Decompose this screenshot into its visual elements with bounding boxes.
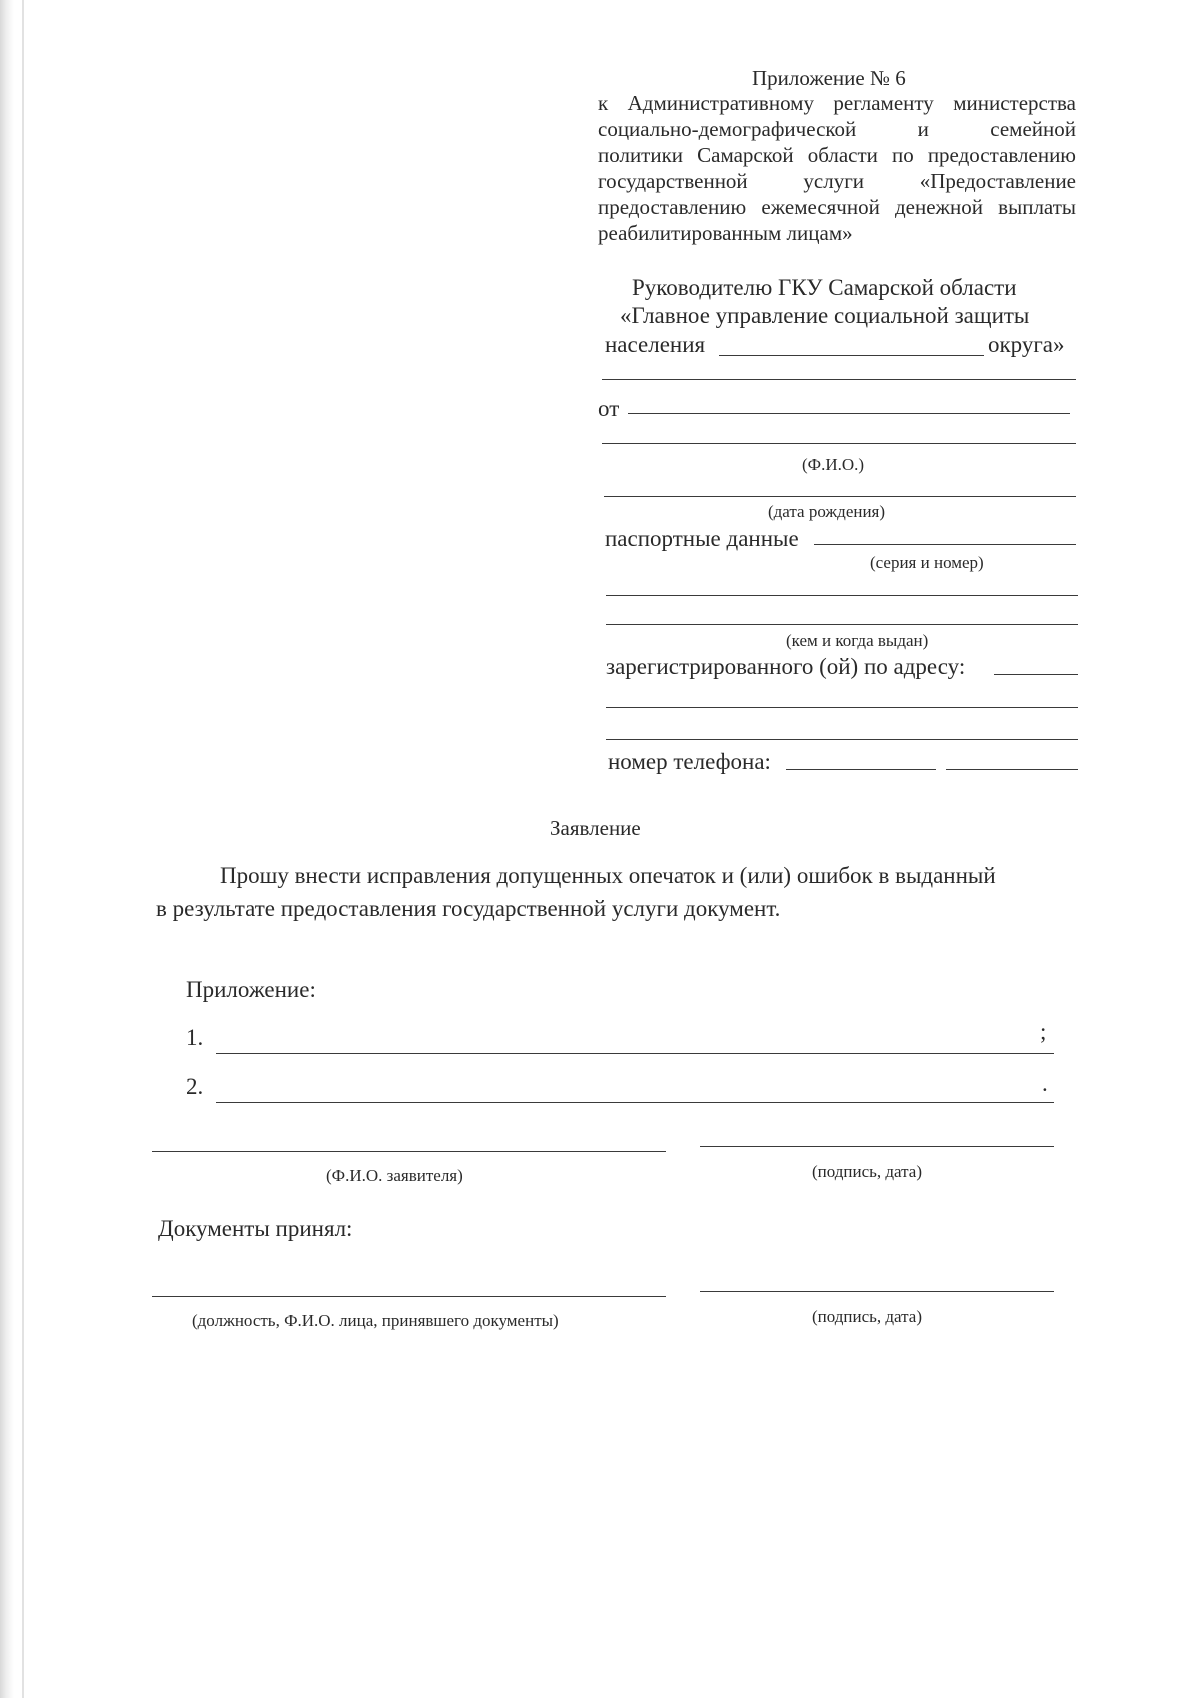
applicant-signature-line	[700, 1146, 1054, 1147]
passport-extra-line-2	[606, 624, 1078, 625]
addressee-line-3-prefix: населения	[605, 332, 706, 357]
passport-extra-line-1	[606, 595, 1078, 596]
regulation-line-6: реабилитированным лицам»	[598, 221, 853, 245]
birth-date-caption: (дата рождения)	[768, 502, 886, 521]
from-field-line	[628, 413, 1070, 414]
applicant-fio-line	[152, 1151, 666, 1152]
regulation-line-4: государственной услуги «Предоставление	[598, 169, 1076, 193]
addressee-line-3-suffix: округа»	[988, 332, 1065, 357]
regulation-line-3: политики Самарской области по предоставлению	[598, 143, 1076, 167]
regulation-line-1: к Административному регламенту министерства	[598, 91, 1076, 115]
phone-label: номер телефона:	[608, 749, 771, 774]
official-signature-line	[700, 1291, 1054, 1292]
fio-field-line	[602, 443, 1076, 444]
address-extra-line-2	[606, 739, 1078, 740]
regulation-line-5: предоставлению ежемесячной денежной выплаты	[598, 195, 1076, 219]
birth-date-field-line	[604, 496, 1076, 497]
official-signature-caption: (подпись, дата)	[812, 1307, 923, 1326]
addressee-line-1: Руководителю ГКУ Самарской области	[632, 275, 1017, 300]
attachment-2-number: 2.	[186, 1074, 204, 1099]
attachment-2-field-line	[216, 1102, 1054, 1103]
documents-accepted-label: Документы принял:	[158, 1216, 353, 1241]
phone-field-line-1	[786, 769, 936, 770]
phone-field-line-2	[946, 769, 1078, 770]
issued-by-caption: (кем и когда выдан)	[786, 631, 929, 650]
addressee-extra-line	[602, 379, 1076, 380]
attachment-2-end-mark: .	[1042, 1071, 1048, 1096]
statement-body-line-1: Прошу внести исправления допущенных опечаток и (или) ошибок в выданный	[220, 863, 996, 888]
statement-body-line-2: в результате предоставления государственной услуги документ.	[156, 896, 781, 921]
scan-shadow-edge	[0, 0, 30, 1698]
fio-caption: (Ф.И.О.)	[802, 455, 865, 474]
address-extra-line-1	[606, 707, 1078, 708]
address-label: зарегистрированного (ой) по адресу:	[606, 654, 966, 679]
addressee-line-2: «Главное управление социальной защиты	[620, 303, 1030, 328]
attachment-1-end-mark: ;	[1040, 1019, 1047, 1044]
official-caption: (должность, Ф.И.О. лица, принявшего документы)	[192, 1311, 559, 1330]
official-fio-line	[152, 1296, 666, 1297]
attachments-label: Приложение:	[186, 977, 316, 1002]
scan-edge-line	[22, 0, 24, 1698]
appendix-title: Приложение № 6	[752, 66, 906, 90]
statement-title: Заявление	[550, 816, 641, 840]
applicant-fio-caption: (Ф.И.О. заявителя)	[326, 1166, 463, 1185]
district-field-line	[719, 355, 984, 356]
from-label: от	[598, 396, 620, 421]
regulation-line-2: социально-демографической и семейной	[598, 117, 1076, 141]
passport-label: паспортные данные	[605, 526, 799, 551]
passport-field-line	[814, 544, 1076, 545]
address-field-line	[994, 674, 1078, 675]
applicant-signature-caption: (подпись, дата)	[812, 1162, 923, 1181]
attachment-1-field-line	[216, 1053, 1054, 1054]
passport-caption: (серия и номер)	[870, 553, 984, 572]
attachment-1-number: 1.	[186, 1025, 204, 1050]
